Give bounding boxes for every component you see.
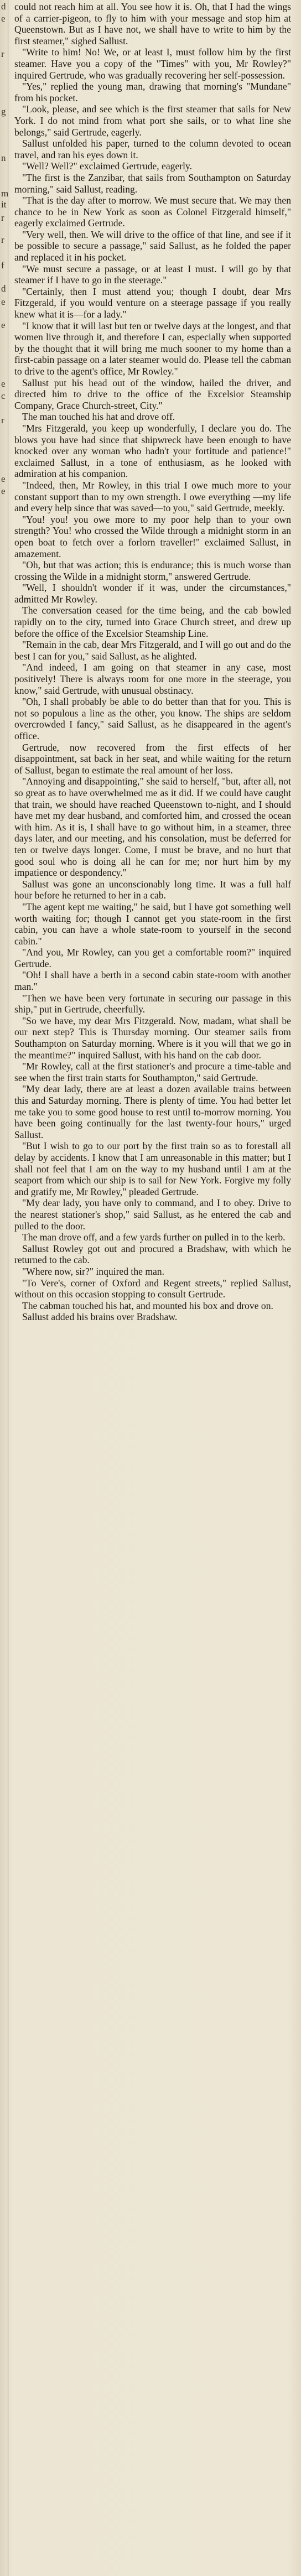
- paragraph: "Write to him! No! We, or at least I, must follow him by the first steamer. Have you a copy of the "Times" with you, Mr Rowley?" inquired Gertrude, who was gradually recovering her self-possession.: [14, 46, 291, 81]
- paragraph: "And indeed, I am going on that steamer in any case, most positively! There is always room for one more in the steerage, you know," said Gertrude, with unusual obstinacy.: [14, 662, 291, 696]
- paragraph: Gertrude, now recovered from the first effects of her disappointment, sat back in her seat, and while waiting for the return of Sallust, began to estimate the real amount of her loss.: [14, 741, 291, 776]
- gutter-letter: it: [1, 199, 7, 210]
- gutter-letter: m: [1, 188, 9, 199]
- paragraph: "Mr Rowley, call at the first stationer's and procure a time-table and see when the first train starts for Southampton," said Gertrude.: [14, 1061, 291, 1083]
- paragraph: "The first is the Zanzibar, that sails from Southampton on Saturday morning," said Sallust, reading.: [14, 172, 291, 195]
- gutter-letter: r: [1, 49, 4, 59]
- paragraph: Sallust put his head out of the window, hailed the driver, and directed him to drive to the office of the Excelsior Steamship Company, Grace Church-street, City.": [14, 377, 291, 411]
- paragraph: "Mrs Fitzgerald, you keep up wonderfully, I declare you do. The blows you have had since that shipwreck have been enough to have knocked over any woman who hadn't your fortitude and patience!" exclaimed Sallust, in a tone of enthusiasm, as he looked with admiration at his companion.: [14, 422, 291, 480]
- paragraph: "But I wish to go to our port by the first train so as to forestall all delay by accidents. I know that I am unreasonable in this matter; but I shall not feel that I am on the way to my husband until I am at the seaport from which our ship is to sail for New York. Forgive my folly and gratify me, Mr Rowley," pleaded Gertrude.: [14, 1140, 291, 1197]
- paragraph: The conversation ceased for the time being, and the cab bowled rapidly on to the city, turned into Grace Church street, and drew up before the office of the Excelsior Steamship Line.: [14, 605, 291, 639]
- paragraph: The man touched his hat and drove off.: [22, 411, 175, 423]
- adjacent-column-edge: [0, 0, 8, 2576]
- gutter-letter: e: [1, 297, 6, 307]
- gutter-letter: e: [1, 474, 6, 484]
- paragraph: "Remain in the cab, dear Mrs Fitzgerald, and I will go out and do the best I can for you," said Sallust, as he alighted.: [14, 639, 291, 662]
- article-column: [14, 1, 291, 2574]
- paragraph: "My dear lady, there are at least a dozen available trains between this and Saturday morning. There is plenty of time. You had better let me take you to some good house to rest until to-morrow morning. You have been going continually for the last twenty-four hours," urged Sallust.: [14, 1083, 291, 1140]
- gutter-letter: r: [1, 235, 4, 245]
- paragraph: "Look, please, and see which is the first steamer that sails for New York. I do not mind from what port she sails, or to what line she belongs," said Gertrude, eagerly.: [14, 103, 291, 138]
- paragraph: "We must secure a passage, or at least I must. I will go by that steamer if I have to go in the steerage.": [14, 263, 291, 286]
- paragraph: could not reach him at all. You see how it is. Oh, that I had the wings of a carrier-pigeon, to fly to him with your message and stop him at Queenstown. But as I have not, we shall have to write to him by the first steamer," sighed Sallust.: [14, 1, 291, 46]
- paragraph: The man drove off, and a few yards further on pulled in to the kerb.: [22, 1232, 286, 1243]
- paragraph: "You! you! you owe more to my poor help than to your own strength? You! who crossed the Wilde through a midnight storm in an open boat to fetch over a forlorn traveller!" exclaimed Sallust, in amazement.: [14, 513, 291, 559]
- paragraph: "Very well, then. We will drive to the office of that line, and see if it be possible to secure a passage," said Sallust, as he folded the paper and replaced it in his pocket.: [14, 228, 291, 263]
- gutter-letter: e: [1, 320, 6, 330]
- paragraph: "Annoying and disappointing," she said to herself, "but, after all, not so great as to have overwhelmed me as it did. If we could have caught that train, we should have reached Queenstown to-night, and I should have met my dear husband, and comforted him, and crossed the ocean with him. As it is, I shall have to go without him, in a steamer, three days later, and our meeting, and his consolation, must be deferred for ten or twelve days longer. Come, I must be brave, and no hurt that good soul who is doing all he can for me; nor hurt him by my impatience or despondency.": [14, 776, 291, 879]
- gutter-letter: f: [1, 260, 4, 271]
- paragraph: "That is the day after to morrow. We must secure that. We may then chance to be in New York as soon as Colonel Fitzgerald himself," eagerly exclaimed Gertrude.: [14, 195, 291, 229]
- paragraph: "Indeed, then, Mr Rowley, in this trial I owe much more to your constant support than to my own strength. I owe everything —my life and every help since that was saved—to you," said Gertrude, meekly.: [14, 479, 291, 514]
- gutter-letter: d: [1, 1, 6, 12]
- paragraph: "And you, Mr Rowley, can you get a comfortable room?" inquired Gertrude.: [14, 947, 291, 969]
- paragraph: Sallust was gone an unconscionably long time. It was a full half hour before he returned to her in a cab.: [14, 878, 291, 901]
- paragraph: "The agent kept me waiting," he said, but I have got something well worth waiting for; though I cannot get you state-room in the first cabin, you can have a whole state-room to yourself in the second cabin.": [14, 901, 291, 947]
- gutter-letter: e: [1, 486, 6, 496]
- paragraph: "Well, I shouldn't wonder if it was, under the circumstances," admitted Mr Rowley.: [14, 582, 291, 605]
- paragraph: The cabman touched his hat, and mounted his box and drove on.: [22, 1300, 273, 1311]
- paragraph: "Well? Well?" exclaimed Gertrude, eagerly.: [22, 160, 193, 172]
- paragraph: "My dear lady, you have only to command, and I to obey. Drive to the nearest stationer's shop," said Sallust, as he entered the cab and pulled to the door.: [14, 1197, 291, 1232]
- paragraph: "To Vere's, corner of Oxford and Regent streets," replied Sallust, without on this occasion stopping to consult Gertrude.: [14, 1277, 291, 1300]
- gutter-letter: n: [1, 153, 6, 163]
- paragraph: "Oh, but that was action; this is endurance; this is much worse than crossing the Wilde in a midnight storm," answered Gertrude.: [14, 559, 291, 582]
- gutter-letter: r: [1, 415, 4, 425]
- paragraph: Sallust Rowley got out and procured a Bradshaw, with which he returned to the cab.: [14, 1243, 291, 1266]
- paragraph: "I know that it will last but ten or twelve days at the longest, and that women live through it, and therefore I can, especially when supported by the thought that it will bring me much sooner to my home than a first-cabin passage on a later steamer would do. Please tell the cabman to drive to the agent's office, Mr Rowley.": [14, 320, 291, 377]
- paragraph: "Then we have been very fortunate in securing our passage in this ship," put in Gertrude, cheerfully.: [14, 992, 291, 1015]
- paragraph: "Oh! I shall have a berth in a second cabin state-room with another man.": [14, 969, 291, 993]
- gutter-letter: d: [1, 283, 6, 294]
- gutter-letter: e: [1, 378, 6, 389]
- paragraph: Sallust added his brains over Bradshaw.: [22, 1311, 178, 1323]
- gutter-letter: g: [1, 106, 6, 117]
- paragraph: "So we have, my dear Mrs Fitzgerald. Now, madam, what shall be our next step? This is Thursday morning. Our steamer sails from Southampton on Saturday morning. Where is it you will that we go in the meantime?" inquired Sallust, with his hand on the cab door.: [14, 1015, 291, 1061]
- paragraph: "Where now, sir?" inquired the man.: [22, 1265, 165, 1277]
- paragraph: "Oh, I shall probably be able to do better than that for you. This is not so populous a line as the other, you know. The ships are seldom overcrowded I fancy," said Sallust, as he disappeared in the agent's office.: [14, 696, 291, 741]
- gutter-letter: c: [1, 391, 6, 401]
- paragraph: Sallust unfolded his paper, turned to the column devoted to ocean travel, and ran his eyes down it.: [14, 138, 291, 160]
- paragraph: "Yes," replied the young man, drawing that morning's "Mundane" from his pocket.: [14, 81, 291, 103]
- gutter-letter: e: [1, 13, 6, 24]
- gutter-letter: r: [1, 212, 4, 223]
- paragraph: "Certainly, then I must attend you; though I doubt, dear Mrs Fitzgerald, if you would venture on a steerage passage if you really knew what it is—for a lady.": [14, 285, 291, 320]
